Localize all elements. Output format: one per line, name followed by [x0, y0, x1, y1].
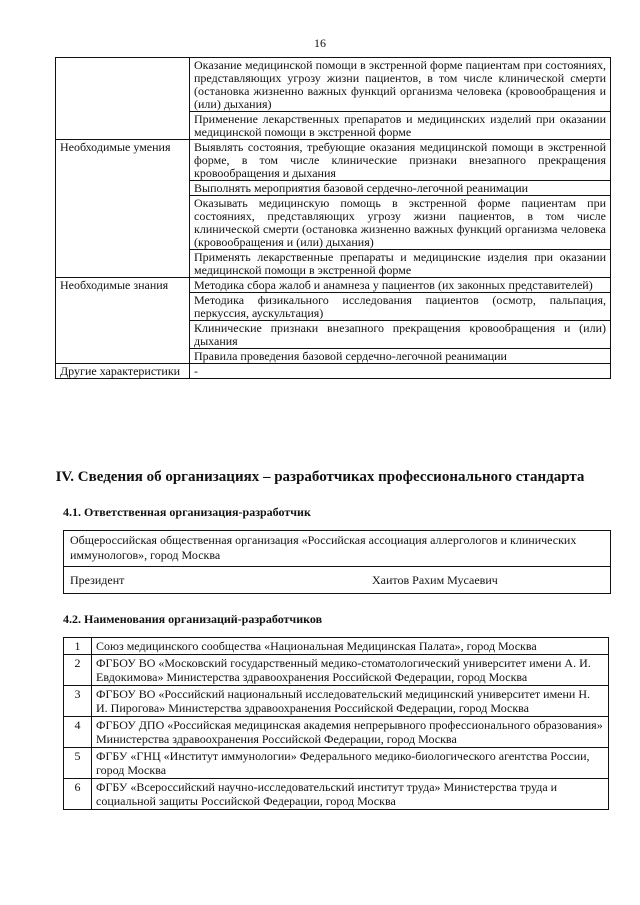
competency-item: Выявлять состояния, требующие оказания медицинской помощи в экстренной форме, в том числе клинические признаки внезапного прекращения кровообращения и дыхания [190, 140, 611, 181]
developer-number: 3 [64, 686, 92, 717]
competency-item: Применять лекарственные препараты и медицинские изделия при оказании медицинской помощи в экстренной форме [190, 250, 611, 278]
competency-category-label [56, 58, 190, 140]
section-title: IV. Сведения об организациях – разработчиках профессионального стандарта [55, 469, 585, 485]
developer-row [64, 748, 609, 779]
competency-row [56, 278, 611, 293]
competency-table-body [56, 58, 611, 379]
developer-row [64, 779, 609, 810]
developer-name: ФГБУ «ГНЦ «Институт иммунологии» Федерального медико-биологического агентства России, город Москва [92, 748, 609, 779]
competency-row [56, 140, 611, 181]
developer-name: ФГБОУ ДПО «Российская медицинская академия непрерывного профессионального образования» Министерства здравоохранения Российской Федерации, город Москва [92, 717, 609, 748]
competency-item: Оказывать медицинскую помощь в экстренной форме пациентам при состояниях, представляющих угрозу жизни пациентов, в том числе клинической смерти (остановка жизненно важных функций организма человека (кровообращения и (или) дыхания) [190, 196, 611, 250]
developer-number: 5 [64, 748, 92, 779]
developer-name: ФГБОУ ВО «Российский национальный исследовательский медицинский университет имени Н. И. Пирогова» Министерства здравоохранения Российской Федерации, город Москва [92, 686, 609, 717]
competency-category-label: Необходимые знания [56, 278, 190, 364]
competency-item: Правила проведения базовой сердечно-легочной реанимации [190, 349, 611, 364]
competency-item: Оказание медицинской помощи в экстренной форме пациентам при состояниях, представляющих угрозу жизни пациентов, в том числе клинической смерти (остановка жизненно важных функций организма человека (кровообращения и (или) дыхания) [190, 58, 611, 112]
developer-row [64, 638, 609, 655]
competency-category-label: Необходимые умения [56, 140, 190, 278]
competency-item: Применение лекарственных препаратов и медицинских изделий при оказании медицинской помощи в экстренной форме [190, 112, 611, 140]
developer-number: 6 [64, 779, 92, 810]
developer-number: 2 [64, 655, 92, 686]
signatory-name: Хаитов Рахим Мусаевич [372, 573, 498, 587]
developers-table-body [64, 638, 609, 810]
developer-number: 1 [64, 638, 92, 655]
responsible-org-name: Общероссийская общественная организация «Российская ассоциация аллергологов и клинических иммунологов», город Москва [64, 531, 610, 567]
developer-name: Союз медицинского сообщества «Национальная Медицинская Палата», город Москва [92, 638, 609, 655]
competency-item: Клинические признаки внезапного прекращения кровообращения и (или) дыхания [190, 321, 611, 349]
developer-name: ФГБОУ ВО «Московский государственный медико-стоматологический университет имени А. И. Евдокимова» Министерства здравоохранения Российской Федерации, город Москва [92, 655, 609, 686]
developers-table [63, 637, 609, 810]
developer-row [64, 686, 609, 717]
developers-heading: 4.2. Наименования организаций-разработчиков [63, 612, 323, 626]
competency-item: Выполнять мероприятия базовой сердечно-легочной реанимации [190, 181, 611, 196]
responsible-org-box [63, 530, 611, 594]
competency-row [56, 364, 611, 379]
competency-item: - [190, 364, 611, 379]
responsible-org-signatory [64, 567, 610, 593]
signatory-role: Президент [70, 573, 125, 587]
responsible-org-heading: 4.1. Ответственная организация-разработчик [63, 505, 311, 519]
competency-row [56, 58, 611, 112]
developer-row [64, 655, 609, 686]
competency-item: Методика физикального исследования пациентов (осмотр, пальпация, перкуссия, аускультация) [190, 293, 611, 321]
developer-row [64, 717, 609, 748]
developer-number: 4 [64, 717, 92, 748]
competency-category-label: Другие характеристики [56, 364, 190, 379]
page-number: 16 [314, 36, 326, 50]
competency-table [55, 57, 611, 379]
competency-item: Методика сбора жалоб и анамнеза у пациентов (их законных представителей) [190, 278, 611, 293]
developer-name: ФГБУ «Всероссийский научно-исследовательский институт труда» Министерства труда и социальной защиты Российской Федерации, город Москва [92, 779, 609, 810]
